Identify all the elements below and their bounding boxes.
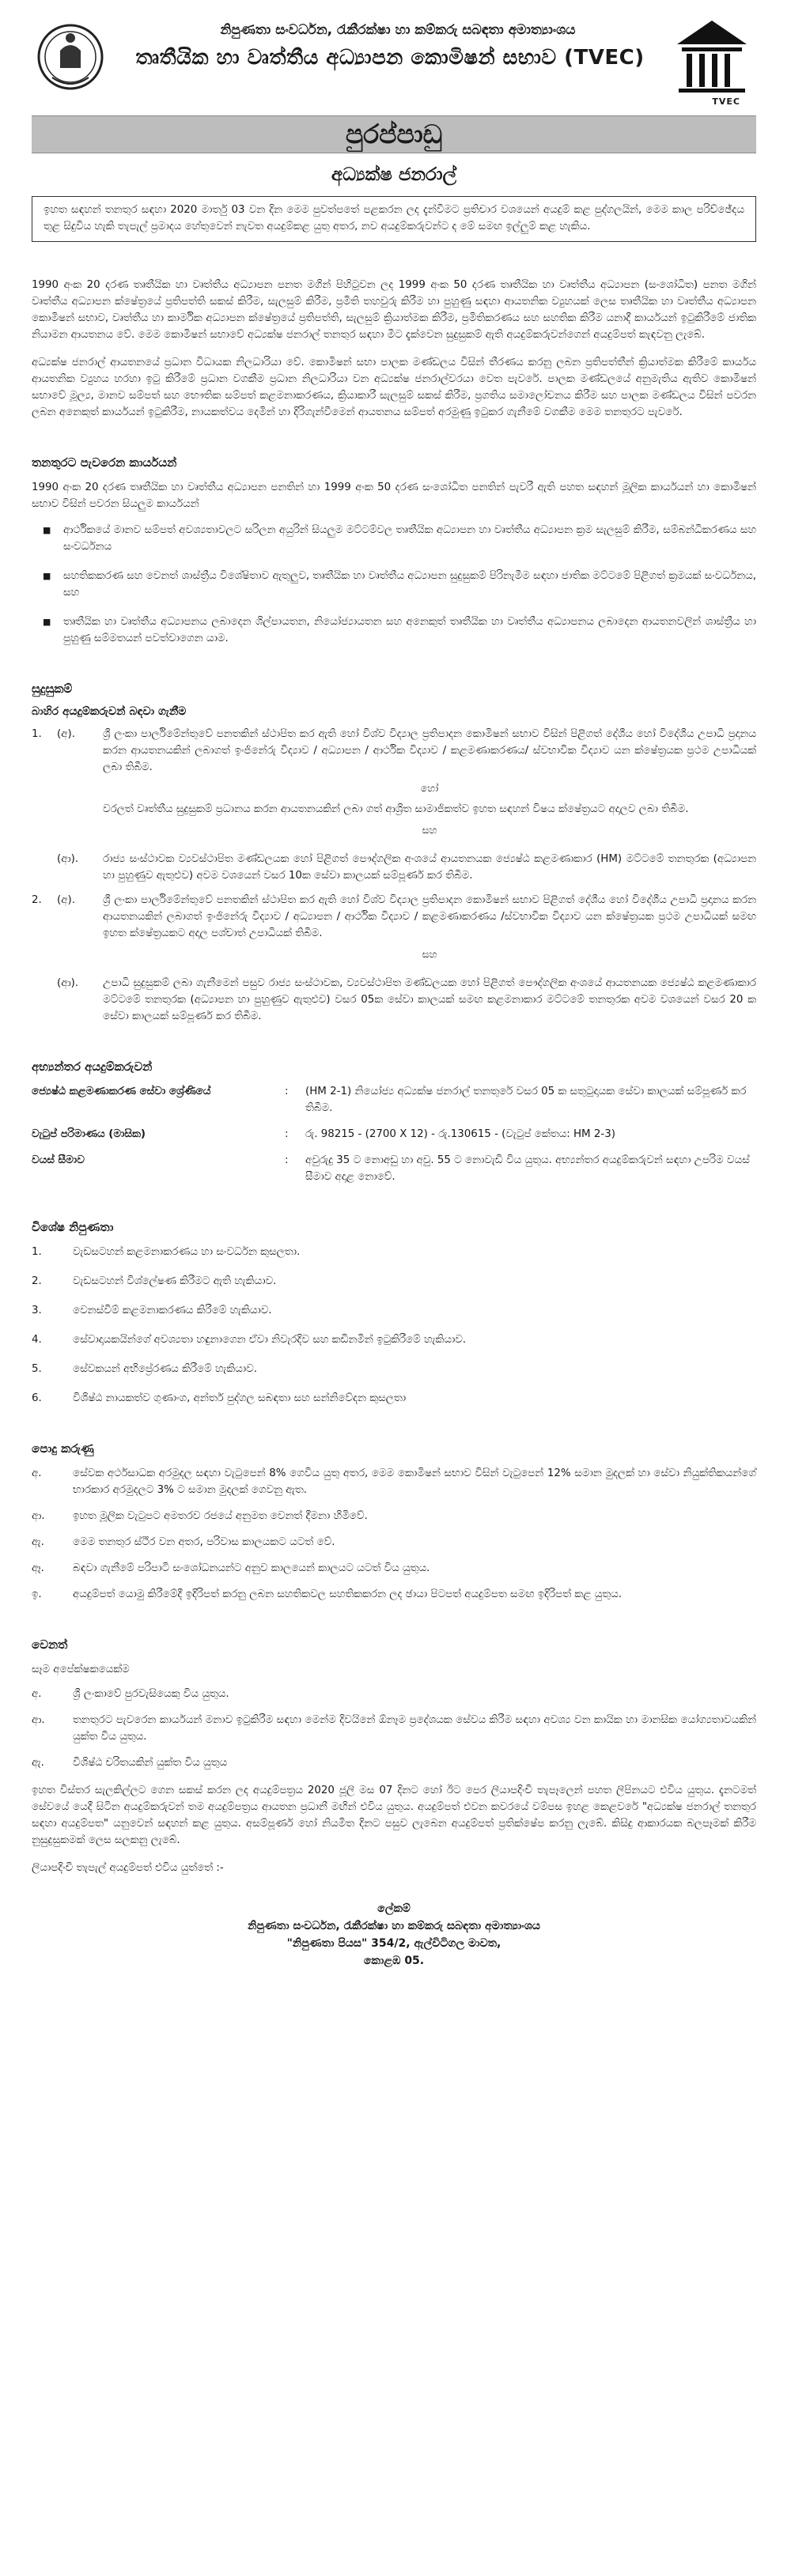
condition-item: ඇ. මෙම තනතුර ස්ථිර වන අතර, පරිවාස කාලයකට යටත් වේ. xyxy=(32,1536,335,1548)
qualification-2b xyxy=(32,975,756,1025)
general-conditions-heading: පොදු කරුණු xyxy=(32,1441,94,1456)
send-address-line: ලියාපදිංචි තැපැල් අයදුම්පත් එවිය යුත්තේ :- xyxy=(32,1862,224,1874)
every-candidate-label: සෑම අපේක්ෂකයෙක්ම xyxy=(32,1664,130,1675)
address-line-2: කොළඹ 05. xyxy=(363,1955,425,1967)
internal-row-service: ජ්‍යෙෂ්ඨ කළමණාකරණ සේවා ශ්‍රේණියේ : (HM 2-1) නියෝජ්‍ය අධ්‍යක්ෂ ජනරාල් තනතුරේ වසර 05 ක සතුටුදායක සේවා කාලයක් සම්පූර්ණ කර තිබීම. xyxy=(32,1083,756,1116)
other-list xyxy=(32,1686,756,1771)
condition-item: අ. සේවක අර්ථසාධක අරමුදල සඳහා වැටුපෙන් 8% ගෙවිය යුතු අතර, මෙම කොමිෂන් සභාව විසින් වැටුපෙන් 12% සමාන මුදලක් හා සේවා නියුක්තිකයන්ගේ භාරකාර අරමුදලට 3% ට සමාන මුදලක් ගෙවනු ඇත. xyxy=(32,1467,756,1496)
entry-value: අවුරුදු 35 ට නොඅඩු හා අවු. 55 ට නොවැඩි විය යුතුය. අභ්‍යන්තර අයදුම්කරුවන් සඳහා උපරිම වයස් සීමාව අදාළ නොවේ. xyxy=(305,1154,750,1183)
internal-row-age: වයස් සීමාව : අවුරුදු 35 ට නොඅඩු හා අවු. 55 ට නොවැඩි විය යුතුය. අභ්‍යන්තර අයදුම්කරුවන් සඳහා උපරිම වයස් සීමාව අදාළ නොවේ. xyxy=(32,1152,756,1185)
ministry-name: නිපුණතා සංවර්ධන, රැකීරක්ෂා හා කම්කරු සබඳතා අමාත්‍යාංශය xyxy=(220,22,576,38)
condition-item: ඈ. බඳවා ගැනීමේ පරිපාටි සංශෝධනයන්ට අනුව කාලයෙන් කාලයට යටත් විය යුතුය. xyxy=(32,1562,430,1574)
tvec-logo-icon xyxy=(671,17,753,106)
signature-block xyxy=(32,1900,756,1970)
entry-value: (HM 2-1) නියෝජ්‍ය අධ්‍යක්ෂ ජනරාල් තනතුරේ වසර 05 ක සතුටුදායක සේවා කාලයක් සම්පූර්ණ කර තිබීම. xyxy=(305,1086,747,1114)
qualification-letter: (ආ). xyxy=(57,853,79,865)
and-separator: සහ xyxy=(422,824,437,836)
qualification-text: ශ්‍රී ලංකා පාර්ලිමේන්තුවේ පනතකින් ස්ථාපිත කර ඇති හෝ විශ්ව විද්‍යාල ප්‍රතිපාදන කොමිෂන් සභාව විසින් පිළිගත් දේශීය හෝ විදේශීය උපාධි ප්‍රදානය කරන ආයතනයකින් ලබාගත් ඉංජිනේරු විද්‍යාව / අධ්‍යාපන / ආර්ථික විද්‍යාව / කළමණාකරණය/ ස්වභාවික විද්‍යාව යන ක්ෂේත්‍රයක ප්‍රථම උපාධියක් ලබා තිබීම. xyxy=(103,728,756,773)
internal-applicants-section xyxy=(32,1059,756,1185)
qualification-1 xyxy=(32,726,756,843)
skill-item: 6. විශිෂ්ඨ නායකත්ව ගුණාංග, අන්තර් පුද්ගල සබඳතා සහ සන්නිවේදන කුසලතා xyxy=(32,1392,407,1404)
other-heading: වෙනත් xyxy=(32,1637,68,1652)
tvec-logo-caption: TVEC xyxy=(712,96,740,107)
application-instructions: ඉහත විස්තර සැලකිල්ලට ගෙන සකස් කරන ලද අයදුම්පත්‍රය 2020 ජූලි මස 07 දිනට හෝ ඊට පෙර ලියාපදිංචි තැපෑලෙන් පහත ලිපිනයට එවිය යුතුය. දැනටමත් සේවයේ යෙදී සිටින අයදුම්කරුවන් තම අයදුම්පත්‍රය ආයතන ප්‍රධානී මඟින් එවිය යුතුය. අයදුම්පත් එවන කවරයේ වම්පස ඉහළ කෙළවරේ "අධ්‍යක්ෂ ජනරාල් තනතුර සඳහා අයදුම්පත" යනුවෙන් සඳහන් කළ යුතුය. අසම්පූර්ණ හෝ නියමිත දිනට පසුව ලැබෙන අයදුම්පත් ප්‍රතික්ෂේප කරනු ලැබේ. කිසිදු ආකාරයක බලපෑමක් කිරීම නුසුදුසුකමක් ලෙස සලකනු ලැබේ. xyxy=(32,1785,756,1846)
qualification-letter: (ආ). xyxy=(57,977,79,989)
qualification-2 xyxy=(32,892,756,967)
internal-row-salary: වැටුප් පරිමාණය (මාසික) : රු. 98215 - (2700 X 12) - රු.130615 - (වැටුප් කේතය: HM 2-3) xyxy=(32,1126,756,1143)
or-separator: හෝ xyxy=(420,782,439,794)
other-item: ආ. තනතුරට පැවරෙන කාර්යයන් මනාව ඉටුකිරීම සඳහා මෙන්ම දිවයිනේ ඕනෑම ප්‍රදේශයක සේවය කිරීම සඳහා අවශ්‍ය වන කායික හා මානසික යෝග්‍යතාවයකින් යුක්ත විය යුතුය. xyxy=(32,1714,756,1743)
about-paragraph-2: අධ්‍යක්ෂ ජනරාල් ආයතනයේ ප්‍රධාන විධායක නිලධාරියා වේ. කොමිෂන් සභා පාලක මණ්ඩලය විසින් තීරණය කරනු ලබන ප්‍රතිපත්තීන් ක්‍රියාත්මක කිරීමේ කාර්යය ආයතනික ව්‍යුහය හරහා ඉටු කිරීමේ ප්‍රධාන වගකීම ප්‍රධාන නිලධාරියා වන අධ්‍යක්ෂ ජනරාල්වරයා වෙත පැවරේ. පාලක මණ්ඩලයේ අනුමැතිය ඇතිව කොමිෂන් සභාවේ මූල්‍ය, මානව සම්පත් සහ භෞතික සම්පත් කළමනාකරණය, ක්‍රියාකාරී සැලසුම් සකස් කිරීම, ප්‍රගතිය සමාලෝචනය කිරීම සහ පාලක මණ්ඩලය විසින් පවරන ලබන අනෙකුත් කාර්යයන් ඉටුකිරීම, නායකත්වය දෙමින් හා දිරිගැන්වීමෙන් ආයතනය සම්පත් අරමුණු ඉටුකර ගැනීමේ වගකීම මෙම තනතුරට පැවරේ. xyxy=(32,357,756,418)
duty-item: ■ තෘතීයික හා වෘත්තීය අධ්‍යාපනය ලබාදෙන ශිල්පායතන, නියෝජ්‍යායතන සහ අනෙකුත් තෘතීයික හා වෘත්තීය අධ්‍යාපනය ලබාදෙන ආයතනවලින් ශාස්ත්‍රීය හා පුහුණු සම්මතයන් පවත්වාගෙන යාම. xyxy=(32,614,756,647)
duties-section xyxy=(32,455,756,647)
duties-list xyxy=(32,522,756,647)
and-separator: සහ xyxy=(422,948,437,960)
other-section xyxy=(32,1637,756,1876)
skill-item: 1. වැඩසටහන් කළමනාකරණය හා සංවර්ධන කුසලතා. xyxy=(32,1246,301,1258)
entry-label: වැටුප් පරිමාණය (මාසික) xyxy=(32,1128,146,1140)
other-item: ඇ. විශිෂ්ඨ චරිතයකින් යුක්ත විය යුතුය xyxy=(32,1757,228,1769)
skill-item: 2. වැඩසටහන් විශ්ලේෂණ කිරීමට ඇති හැකියාව. xyxy=(32,1275,277,1287)
qualification-text: උපාධි සුදුසුකම් ලබා ගැනීමෙන් පසුව රාජ්‍ය සංස්ථාවක, ව්‍යවස්ථාපිත මණ්ඩලයක හෝ පිළිගත් පෞද්ගලික අංශයේ ආයතනයක ජ්‍යෙෂ්ඨ කළමණාකාර මට්ටමේ තනතුරක (අධ්‍යාපන හා පුහුණුව ඇතුළුව) වසර 05ක සේවා කාලයක් සමඟ කළමනාකාර මට්ටමේ තනතුරක අවම වශයෙන් වසර 20 ක සේවා කාලයක් සම්පූර්ණ කර තිබීම. xyxy=(103,977,756,1022)
sri-lanka-emblem-icon xyxy=(36,19,104,95)
duties-heading: තනතුරට පැවරෙන කාර්යයන් xyxy=(32,455,177,470)
entry-label: ජ්‍යෙෂ්ඨ කළමණාකරණ සේවා ශ්‍රේණියේ xyxy=(32,1086,211,1097)
skill-item: 5. සේවකයන් අභිප්‍රේරණය කිරීමේ හැකියාව. xyxy=(32,1363,258,1375)
qualification-letter: (අ). xyxy=(57,894,75,906)
duty-item: ■ ආර්ථිකයේ මානව සම්පත් අවශ්‍යතාවලට සරිලන අයුරින් සියලුම මට්ටම්වල තෘතීයික අධ්‍යාපන හා වෘත්තීය අධ්‍යාපන ක්‍රම සැලසුම් කිරීම, සම්බන්ධීකරණය සහ සංවර්ධනය xyxy=(32,522,756,555)
qualification-text: රාජ්‍ය සංස්ථාවක ව්‍යවස්ථාපිත මණ්ඩලයක හෝ පිළිගත් පෞද්ගලික අංශයේ ආයතනයක ජ්‍යෙෂ්ඨ කළමණාකාර (HM) මට්ටමේ තනතුරක (අධ්‍යාපන හා පුහුණුව ඇතුළුව) අවම වශයෙන් වසර 10ක සේවා කාලයක් සම්පූර්ණ කර තිබීම. xyxy=(103,853,756,882)
general-conditions-section xyxy=(32,1441,756,1603)
address-line-1: "නිපුණතා පියස" 354/2, ඇල්විටිගල මාවත, xyxy=(286,1937,501,1950)
skill-item: 3. වෙනස්වීම් කළමනාකරණය කිරීමේ හැකියාව. xyxy=(32,1305,272,1316)
qualifications-section xyxy=(32,682,756,1025)
internal-applicants-heading: අභ්‍යන්තර අයදුම්කරුවන් xyxy=(32,1059,153,1074)
about-section xyxy=(32,277,756,421)
qualification-number: 1. xyxy=(32,728,42,740)
page-header xyxy=(32,14,756,112)
signatory-title: ලේකම් xyxy=(377,1902,411,1915)
signatory-organization: නිපුණතා සංවර්ධන, රැකීරක්ෂා හා කම්කරු සබඳතා අමාත්‍යාංශය xyxy=(248,1920,540,1932)
external-recruitment-heading: බාහිර අයදුම්කරුවන් බඳවා ගැනීම xyxy=(32,705,187,718)
other-item: අ. ශ්‍රී ලංකාවේ පුරවැසියෙකු විය යුතුය. xyxy=(32,1688,229,1700)
intro-notice-box xyxy=(32,196,756,242)
condition-item: ආ. ඉහත මූලික වැටුපට අමතරව රජයේ අනුමත වෙනත් දීමනා හිමිවේ. xyxy=(32,1510,368,1522)
qualifications-heading: සුදුසුකම් xyxy=(32,682,73,696)
duty-item: ■ සහතිකකරණ සහ වෙනත් ශාස්ත්‍රීය විශේෂිතාව ඇතුලුව, තෘතීයික හා වෘත්තීය අධ්‍යාපන සුදුසුකම් පිරිනැමීම සඳහා ජාතික මට්ටමේ පිළිගත් ක්‍රමයක් සංවර්ධනය, සහ xyxy=(32,568,756,601)
post-title: අධ්‍යක්ෂ ජනරාල් xyxy=(331,164,457,185)
about-paragraph-1: 1990 අංක 20 දරණ තෘතීයික හා වෘත්තීය අධ්‍යාපන පනත මගින් පිහිටුවන ලද 1999 අංක 50 දරණ තෘතීයික හා වෘත්තීය අධ්‍යාපන (සංශෝධිත) පනත මගින් වෘත්තීය අධ්‍යාපන ක්ෂේත්‍රයේ ප්‍රතිපත්ති සකස් කිරීම, සැලසුම් කිරීම, ප්‍රමිති තහවුරු කිරීම හා පුහුණු සඳහා ආයතනික ව්‍යුහයක් ලෙස තෘතීයික හා වෘත්තීය අධ්‍යාපන කොමිෂන් සභාව, වෘත්තීය හා කාර්මික අධ්‍යාපන ක්ෂේත්‍රයේ ප්‍රතිපත්ති, සැලසුම් ක්‍රියාත්මක කිරීම, ප්‍රමිතිකරණය සහ සහතික කිරීම යනාදී කාර්යයන් ඉටුකිරීමේ ජාතික නියාමන ආයතනය වේ. මෙම කොමිෂන් සභාවේ අධ්‍යක්ෂ ජනරාල් තනතුර සඳහා මීට දැක්වෙන සුදුසුකම් ඇති අයදුම්කරුවන්ගෙන් අයදුම්පත් කැඳවනු ලැබේ. xyxy=(32,279,756,341)
entry-value: රු. 98215 - (2700 X 12) - රු.130615 - (වැටුප් කේතය: HM 2-3) xyxy=(305,1128,615,1140)
special-skills-section xyxy=(32,1220,756,1407)
qualification-alt-text: වරලත් වෘත්තීය සුදුසුකම් ප්‍රධානය කරන ආයතනයකින් ලබා ගත් ආශ්‍රිත සාමාජිකත්ව ඉහත සඳහන් විෂය ක්ෂේත්‍රයට අදාලව ලබා තිබීම. xyxy=(103,803,689,815)
entry-label: වයස් සීමාව xyxy=(32,1154,85,1166)
qualification-text: ශ්‍රී ලංකා පාර්ලිමේන්තුවේ පනතකින් ස්ථාපිත කර ඇති හෝ විශ්ව විද්‍යාල ප්‍රතිපාදන කොමිෂන් සභාව පිළිගත් දේශීය හෝ විදේශීය උපාධි ප්‍රදානය කරන ආයතනයකින් ලබාගත් ඉංජිනේරු විද්‍යාව / අධ්‍යාපන / ආර්ථික විද්‍යාව / කළමණාකරණය /ස්වභාවික විද්‍යාව යන ක්ෂේත්‍රයක ප්‍රථම උපාධියක් සමඟ ඉහත ක්ෂේත්‍රයකට අදාල පශ්චාත් උපාධියක් තිබීම. xyxy=(103,894,756,939)
intro-notice-text: ඉහත සඳහන් තනතුර සඳහා 2020 මාර්තු 03 වන දින මෙම පුවත්පතේ පළකරන ලද දැන්වීමට ප්‍රතිචාර වශයෙන් අයදුම් කළ පුද්ගලයින්, මෙම කාල පරිච්ඡේදය තුළ සිදුවිය හැකි තැපැල් ප්‍රමාදය හේතුවෙන් නැවත අයදුම්කළ යුතු අතර, නව අයදුම්කරුවන්ට ද මේ සමඟ ඉල්ලුම් කළ හැකිය. xyxy=(44,204,744,232)
condition-item: ඉ. අයදුම්පත් යොමු කිරීමේදී ඉදිරිපත් කරනු ලබන සහතිකවල සහතිකකරන ලද ඡායා පිටපත් අයදුම්පත සමඟ ඉදිරිපත් කළ යුතුය. xyxy=(32,1588,623,1600)
special-skills-heading: විශේෂ නිපුණතා xyxy=(32,1220,114,1234)
commission-name: තෘතීයික හා වෘත්තීය අධ්‍යාපන කොමිෂන් සභාව (TVEC) xyxy=(135,46,645,70)
qualification-number: 2. xyxy=(32,894,42,906)
qualification-letter: (අ). xyxy=(57,728,75,740)
qualification-1b xyxy=(32,851,756,884)
skills-list xyxy=(32,1244,756,1407)
vacancies-banner: පුරප්පාඩු xyxy=(32,115,756,153)
skill-item: 4. සේවාදායකයින්ගේ අවශ්‍යතා හඳුනාගෙන ඒවා නිවැරදිව සහ කඩිනමින් ඉටුකිරීමේ හැකියාව. xyxy=(32,1334,467,1346)
duties-intro: 1990 අංක 20 දරණ තෘතීයික හා වෘත්තීය අධ්‍යාපන පනතින් හා 1999 අංක 50 දරණ සංශෝධිත පනතින් පැවරී ඇති පහත සඳහන් මූලික කාර්යයන් හා කොමිෂන් සභාව විසින් පවරන සියලුම කාර්යයන් xyxy=(32,482,756,510)
conditions-list xyxy=(32,1465,756,1603)
